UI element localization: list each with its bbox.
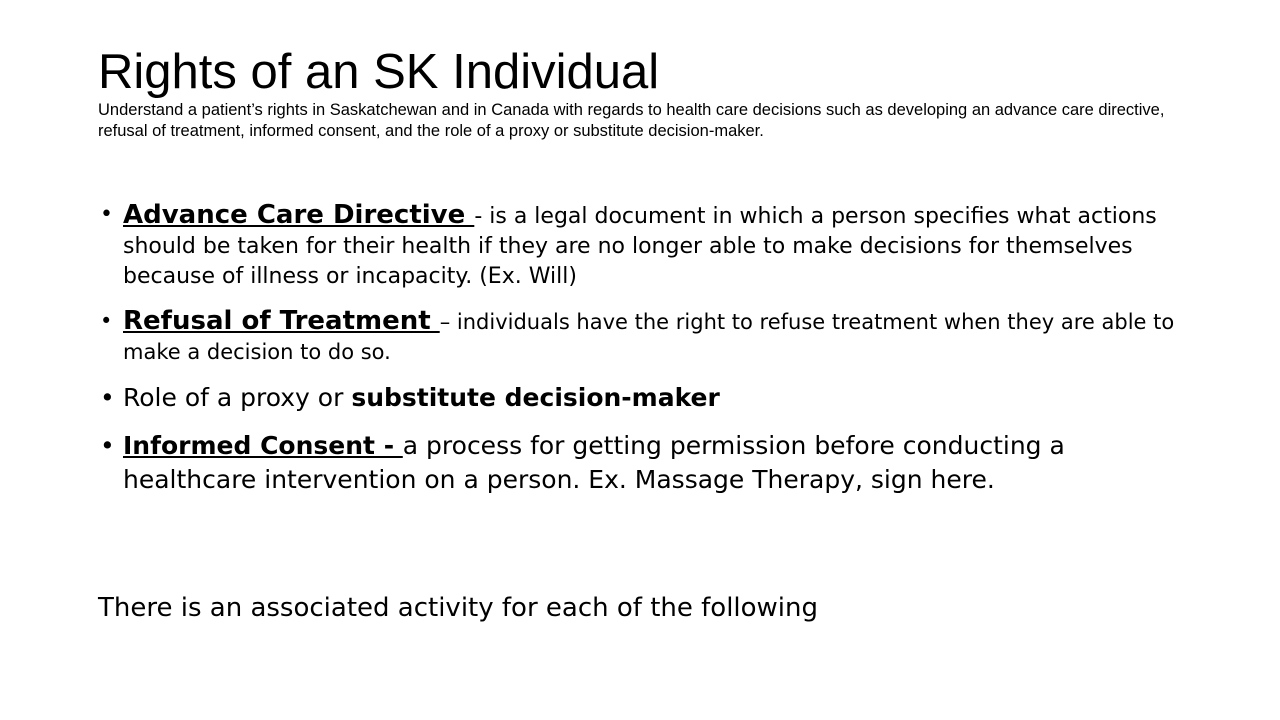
proxy-role-prefix: Role of a proxy or — [123, 383, 352, 412]
bullet-advance-care-directive — [98, 200, 1178, 292]
definition-advance-care-directive: is a legal document in which a person specifies what actions should be taken for their health if they are no longer able to make decisions for themselves because of illness or incapacity. (Ex. Will) — [123, 204, 1157, 289]
slide-subtitle: Understand a patient’s rights in Saskatchewan and in Canada with regards to health care decisions such as developing an advance care directive, refusal of treatment, informed consent, and the role of a proxy or substitute decision-maker. — [98, 101, 1165, 140]
bullet-list — [98, 190, 1178, 497]
footer-note: There is an associated activity for each of the following — [98, 593, 819, 623]
proxy-role-bold: substitute decision-maker — [351, 383, 720, 412]
separator: – — [439, 310, 457, 334]
bullet-proxy-role — [98, 381, 1178, 415]
slide-title: Rights of an SK Individual — [98, 45, 660, 99]
separator: - — [474, 204, 490, 229]
title-block — [98, 44, 1198, 142]
definition-refusal-of-treatment: individuals have the right to refuse treatment when they are able to make a decision to do so. — [123, 310, 1175, 364]
term-informed-consent: Informed Consent - — [123, 431, 403, 460]
term-refusal-of-treatment: Refusal of Treatment — [123, 306, 440, 336]
bullet-refusal-of-treatment — [98, 306, 1178, 367]
definition-informed-consent: a process for getting permission before conducting a healthcare intervention on a person. Ex. Massage Therapy, sign here. — [123, 431, 1065, 494]
term-advance-care-directive: Advance Care Directive — [123, 200, 475, 230]
bullet-informed-consent — [98, 429, 1178, 497]
